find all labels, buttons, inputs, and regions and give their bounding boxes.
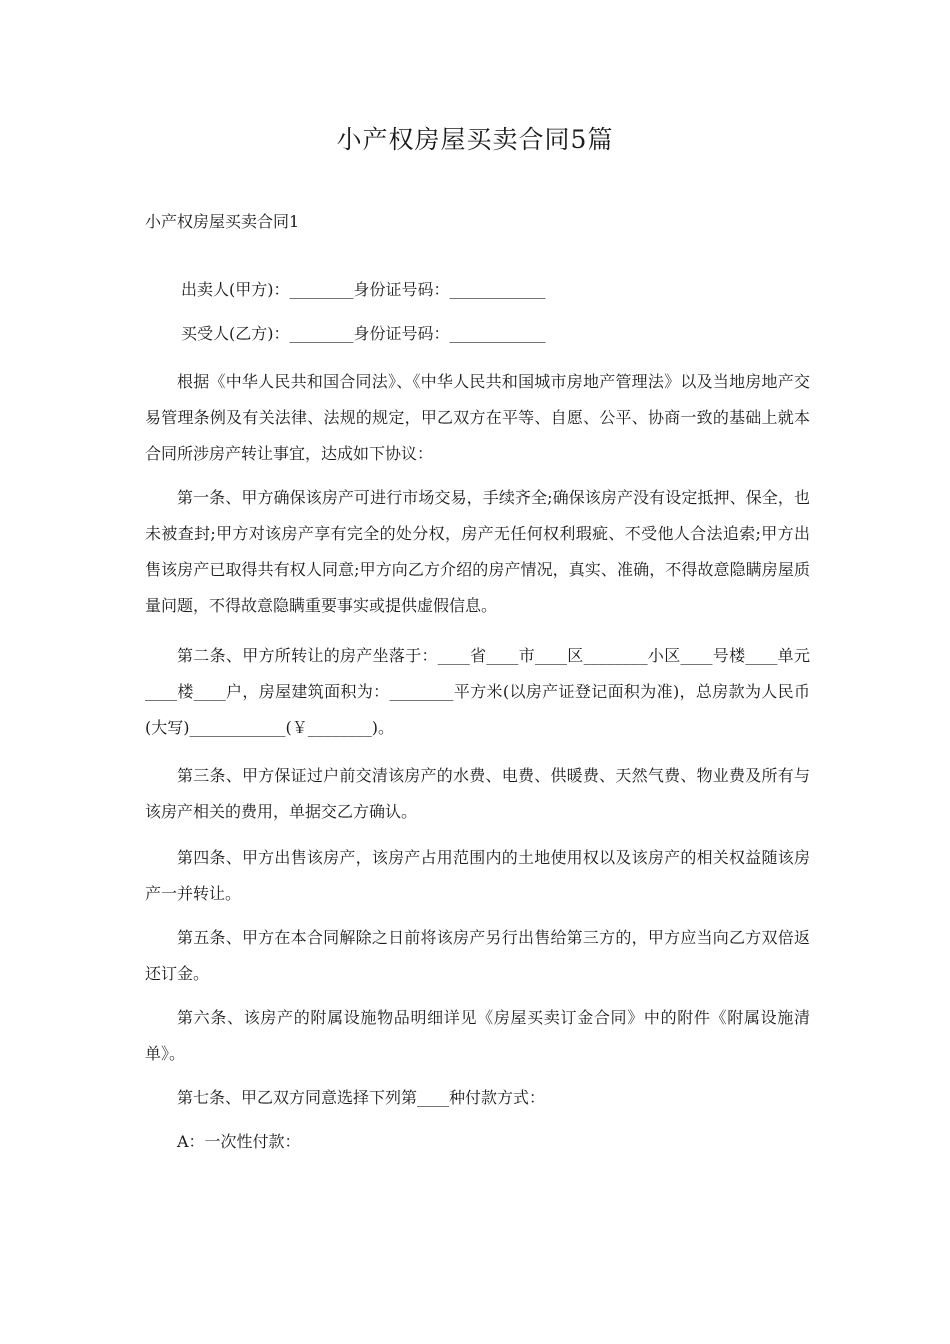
article-7-paragraph: 第七条、甲乙双方同意选择下列第____种付款方式： <box>177 1088 546 1107</box>
payment-option-a: A：一次性付款： <box>177 1132 301 1151</box>
article-1-paragraph: 第一条、甲方确保该房产可进行市场交易，手续齐全;确保该房产没有设定抵押、保全，也未被查封;甲方对该房产享有完全的处分权，房产无任何权利瑕疵、不受他人合法追索;甲方出售该房产已取得共有权人同意;甲方向乙方介绍的房产情况，真实、准确，不得故意隐瞒房屋质量问题，不得故意隐瞒重要事实或提供虚假信息。 <box>145 488 810 615</box>
preamble-paragraph: 根据《中华人民共和国合同法》、《中华人民共和国城市房地产管理法》以及当地房地产交易管理条例及有关法律、法规的规定，甲乙双方在平等、自愿、公平、协商一致的基础上就本合同所涉房产转让事宜，达成如下协议： <box>145 372 810 463</box>
article-2-paragraph: 第二条、甲方所转让的房产坐落于：____省____市____区________小区____号楼____单元____楼____户，房屋建筑面积为：________平方米(以房产证登记面积为准)，总房款为人民币(大写)____________(￥________)。 <box>145 646 810 737</box>
article-4-paragraph: 第四条、甲方出售该房产，该房产占用范围内的土地使用权以及该房产的相关权益随该房产一并转让。 <box>145 848 810 903</box>
article-3-paragraph: 第三条、甲方保证过户前交清该房产的水费、电费、供暖费、天然气费、物业费及所有与该房产相关的费用，单据交乙方确认。 <box>145 766 810 821</box>
document-title: 小产权房屋买卖合同5篇 <box>336 125 614 154</box>
seller-line: 出卖人(甲方)：________身份证号码：____________ <box>181 280 546 299</box>
buyer-line: 买受人(乙方)：________身份证号码：____________ <box>181 324 546 343</box>
document-subtitle: 小产权房屋买卖合同1 <box>145 212 300 231</box>
article-6-paragraph: 第六条、该房产的附属设施物品明细详见《房屋买卖订金合同》中的附件《附属设施清单》。 <box>145 1008 810 1063</box>
article-5-paragraph: 第五条、甲方在本合同解除之日前将该房产另行出售给第三方的，甲方应当向乙方双倍返还订金。 <box>145 928 810 983</box>
